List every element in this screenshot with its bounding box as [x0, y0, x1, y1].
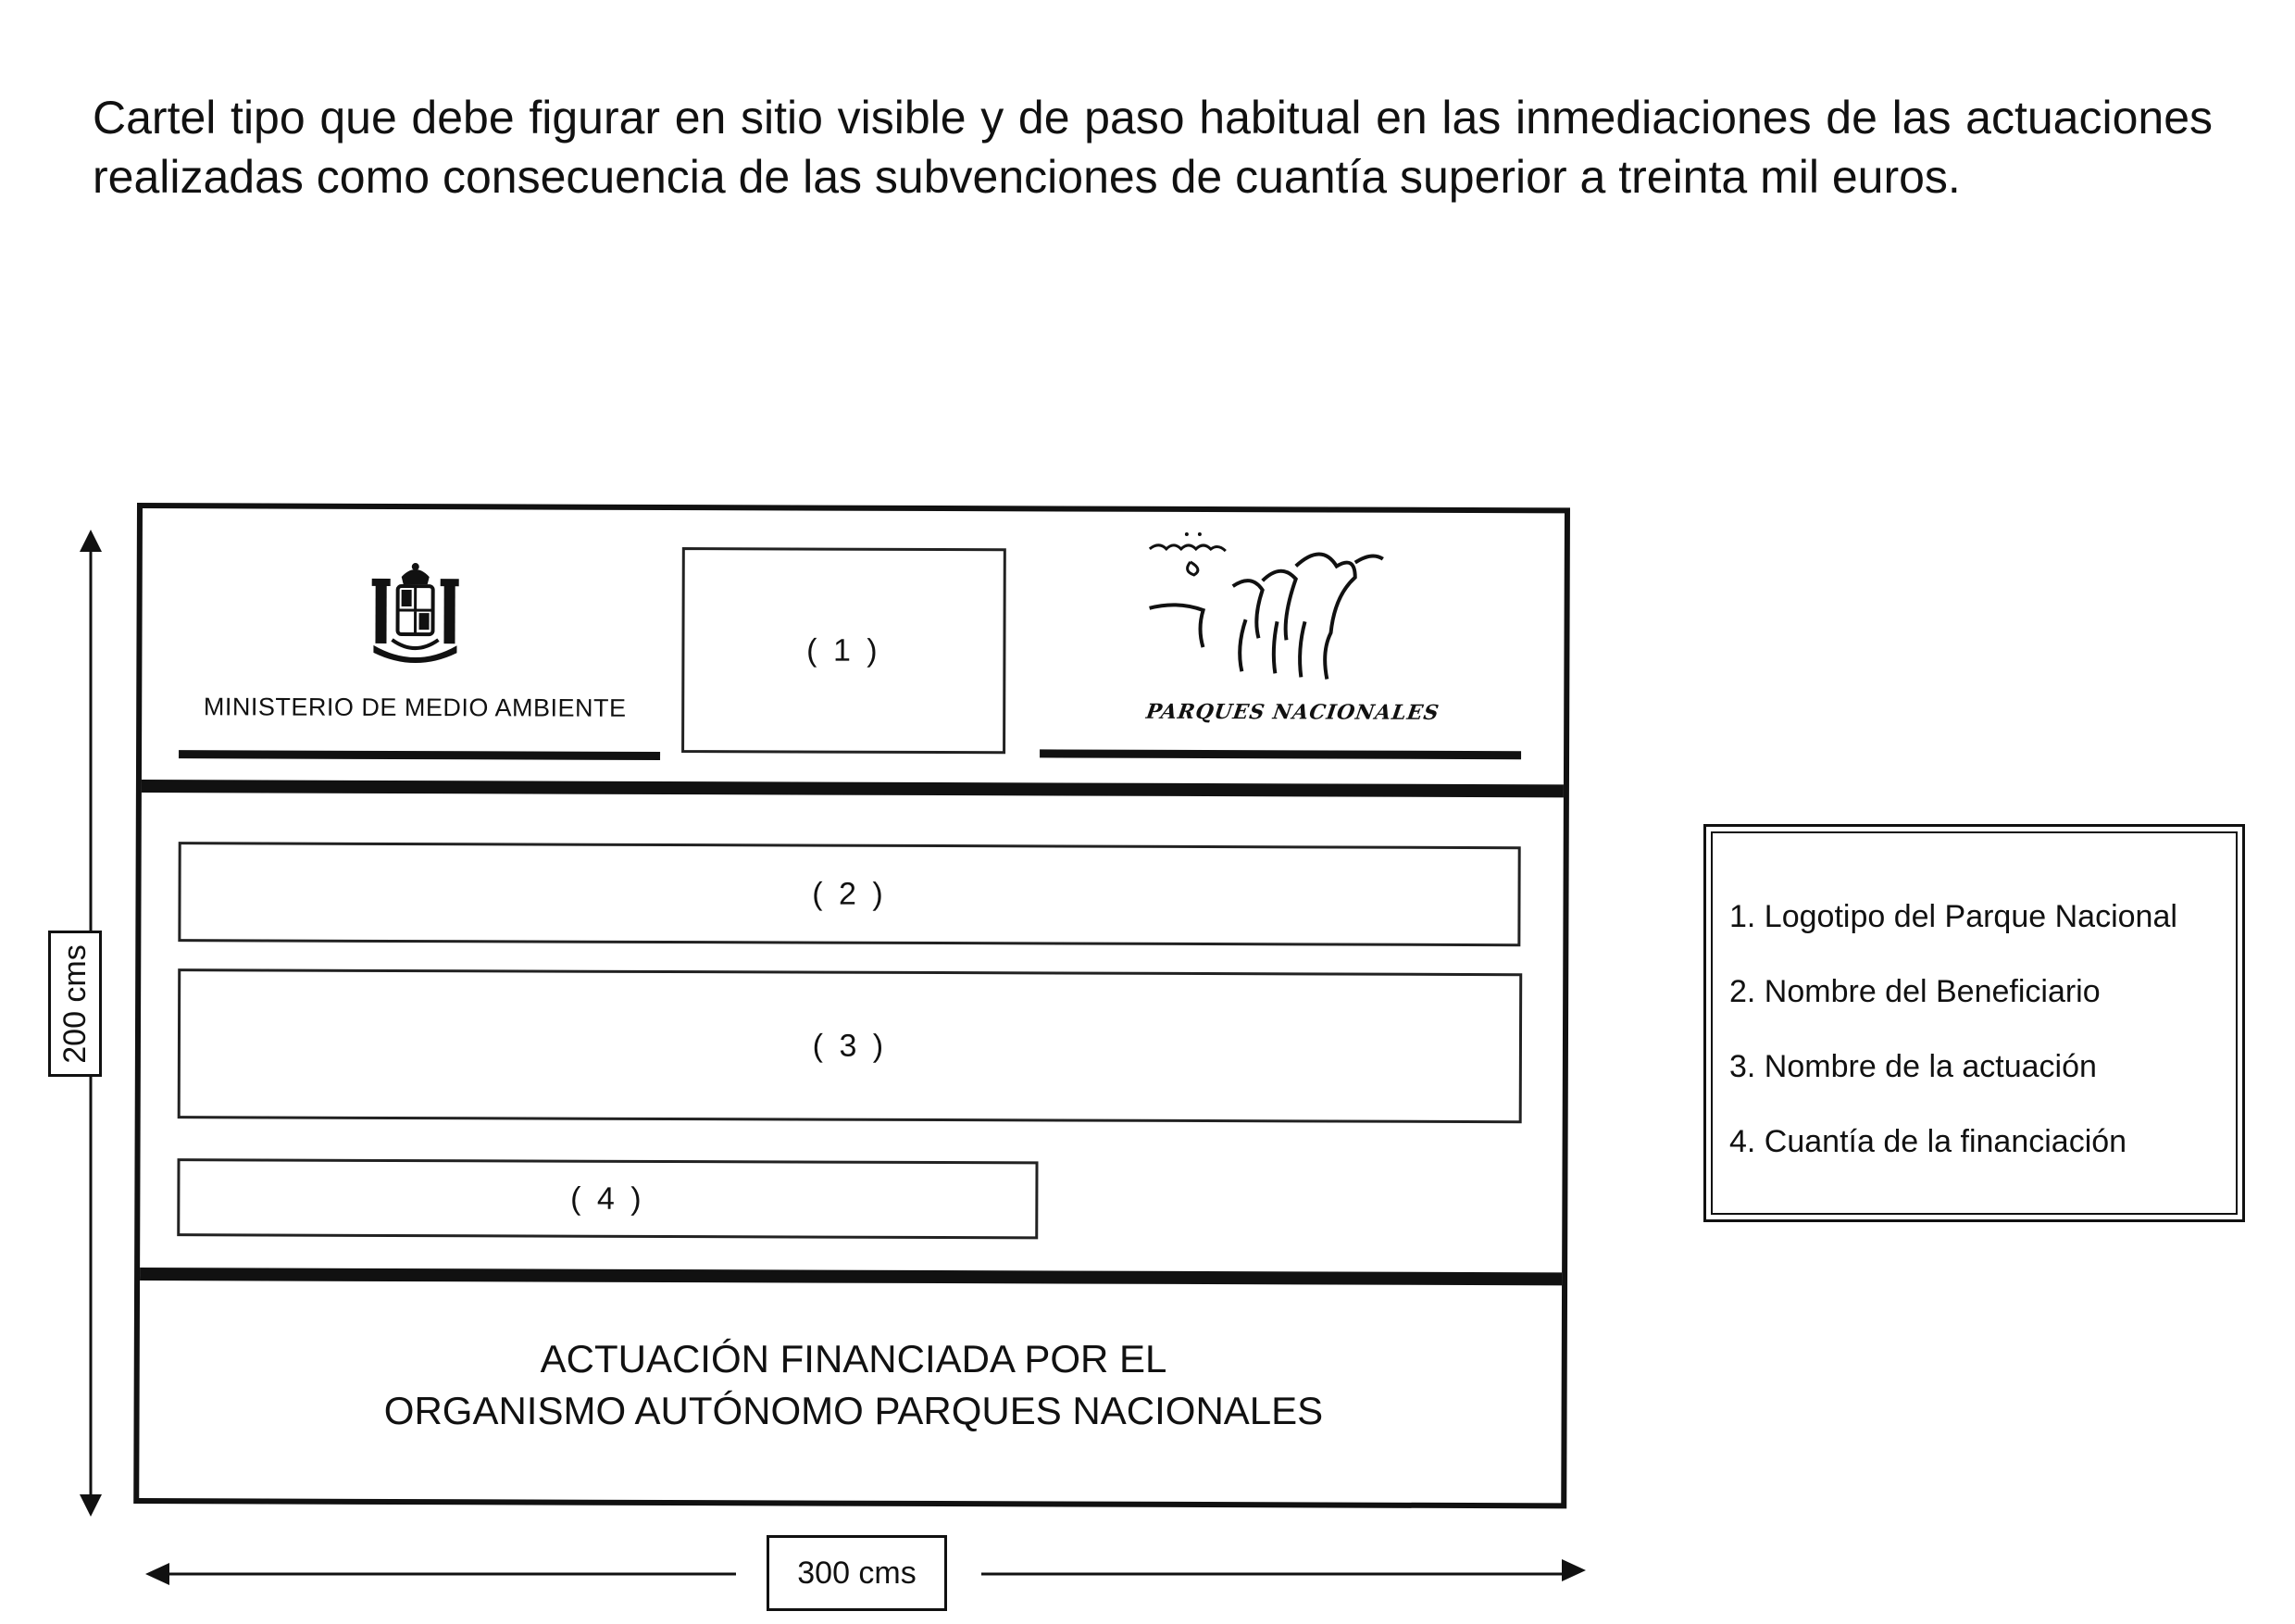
- footer-line-2: ORGANISMO AUTÓNOMO PARQUES NACIONALES: [383, 1389, 1324, 1432]
- national-parks-logo-label: PARQUES NACIONALES: [1144, 699, 1441, 725]
- intro-paragraph: Cartel tipo que debe figurar en sitio visible y de paso habitual en las inmediaciones de las actuaciones realizadas como consecuencia de las subvenciones de cuantía superior a treinta mil euros.: [93, 92, 2213, 203]
- footer-line-1: ACTUACIÓN FINANCIADA POR EL: [540, 1337, 1167, 1380]
- sign-footer-text: [137, 1333, 1570, 1437]
- legend-item: 3. Nombre de la actuación: [1729, 1049, 2097, 1084]
- legend-item: 4. Cuantía de la financiación: [1729, 1124, 2127, 1159]
- width-dimension-label: 300 cms: [797, 1555, 917, 1591]
- height-dimension-label-box: [48, 931, 102, 1077]
- placeholder-3-label: ( 3 ): [812, 1028, 888, 1064]
- footer-text-wrap: [137, 0, 1570, 1624]
- legend-item: 2. Nombre del Beneficiario: [1729, 974, 2101, 1009]
- ministry-label: MINISTERIO DE MEDIO AMBIENTE: [203, 693, 627, 722]
- placeholder-1-label: ( 1 ): [806, 632, 881, 668]
- height-dimension-label: 200 cms: [56, 943, 93, 1064]
- placeholder-2-label: ( 2 ): [812, 876, 887, 912]
- legend-box: [1703, 824, 2245, 1222]
- width-dimension-label-box: [767, 1535, 947, 1611]
- legend-list: [1729, 899, 2177, 1199]
- placeholder-4-label: ( 4 ): [570, 1181, 645, 1217]
- legend-item: 1. Logotipo del Parque Nacional: [1729, 899, 2177, 934]
